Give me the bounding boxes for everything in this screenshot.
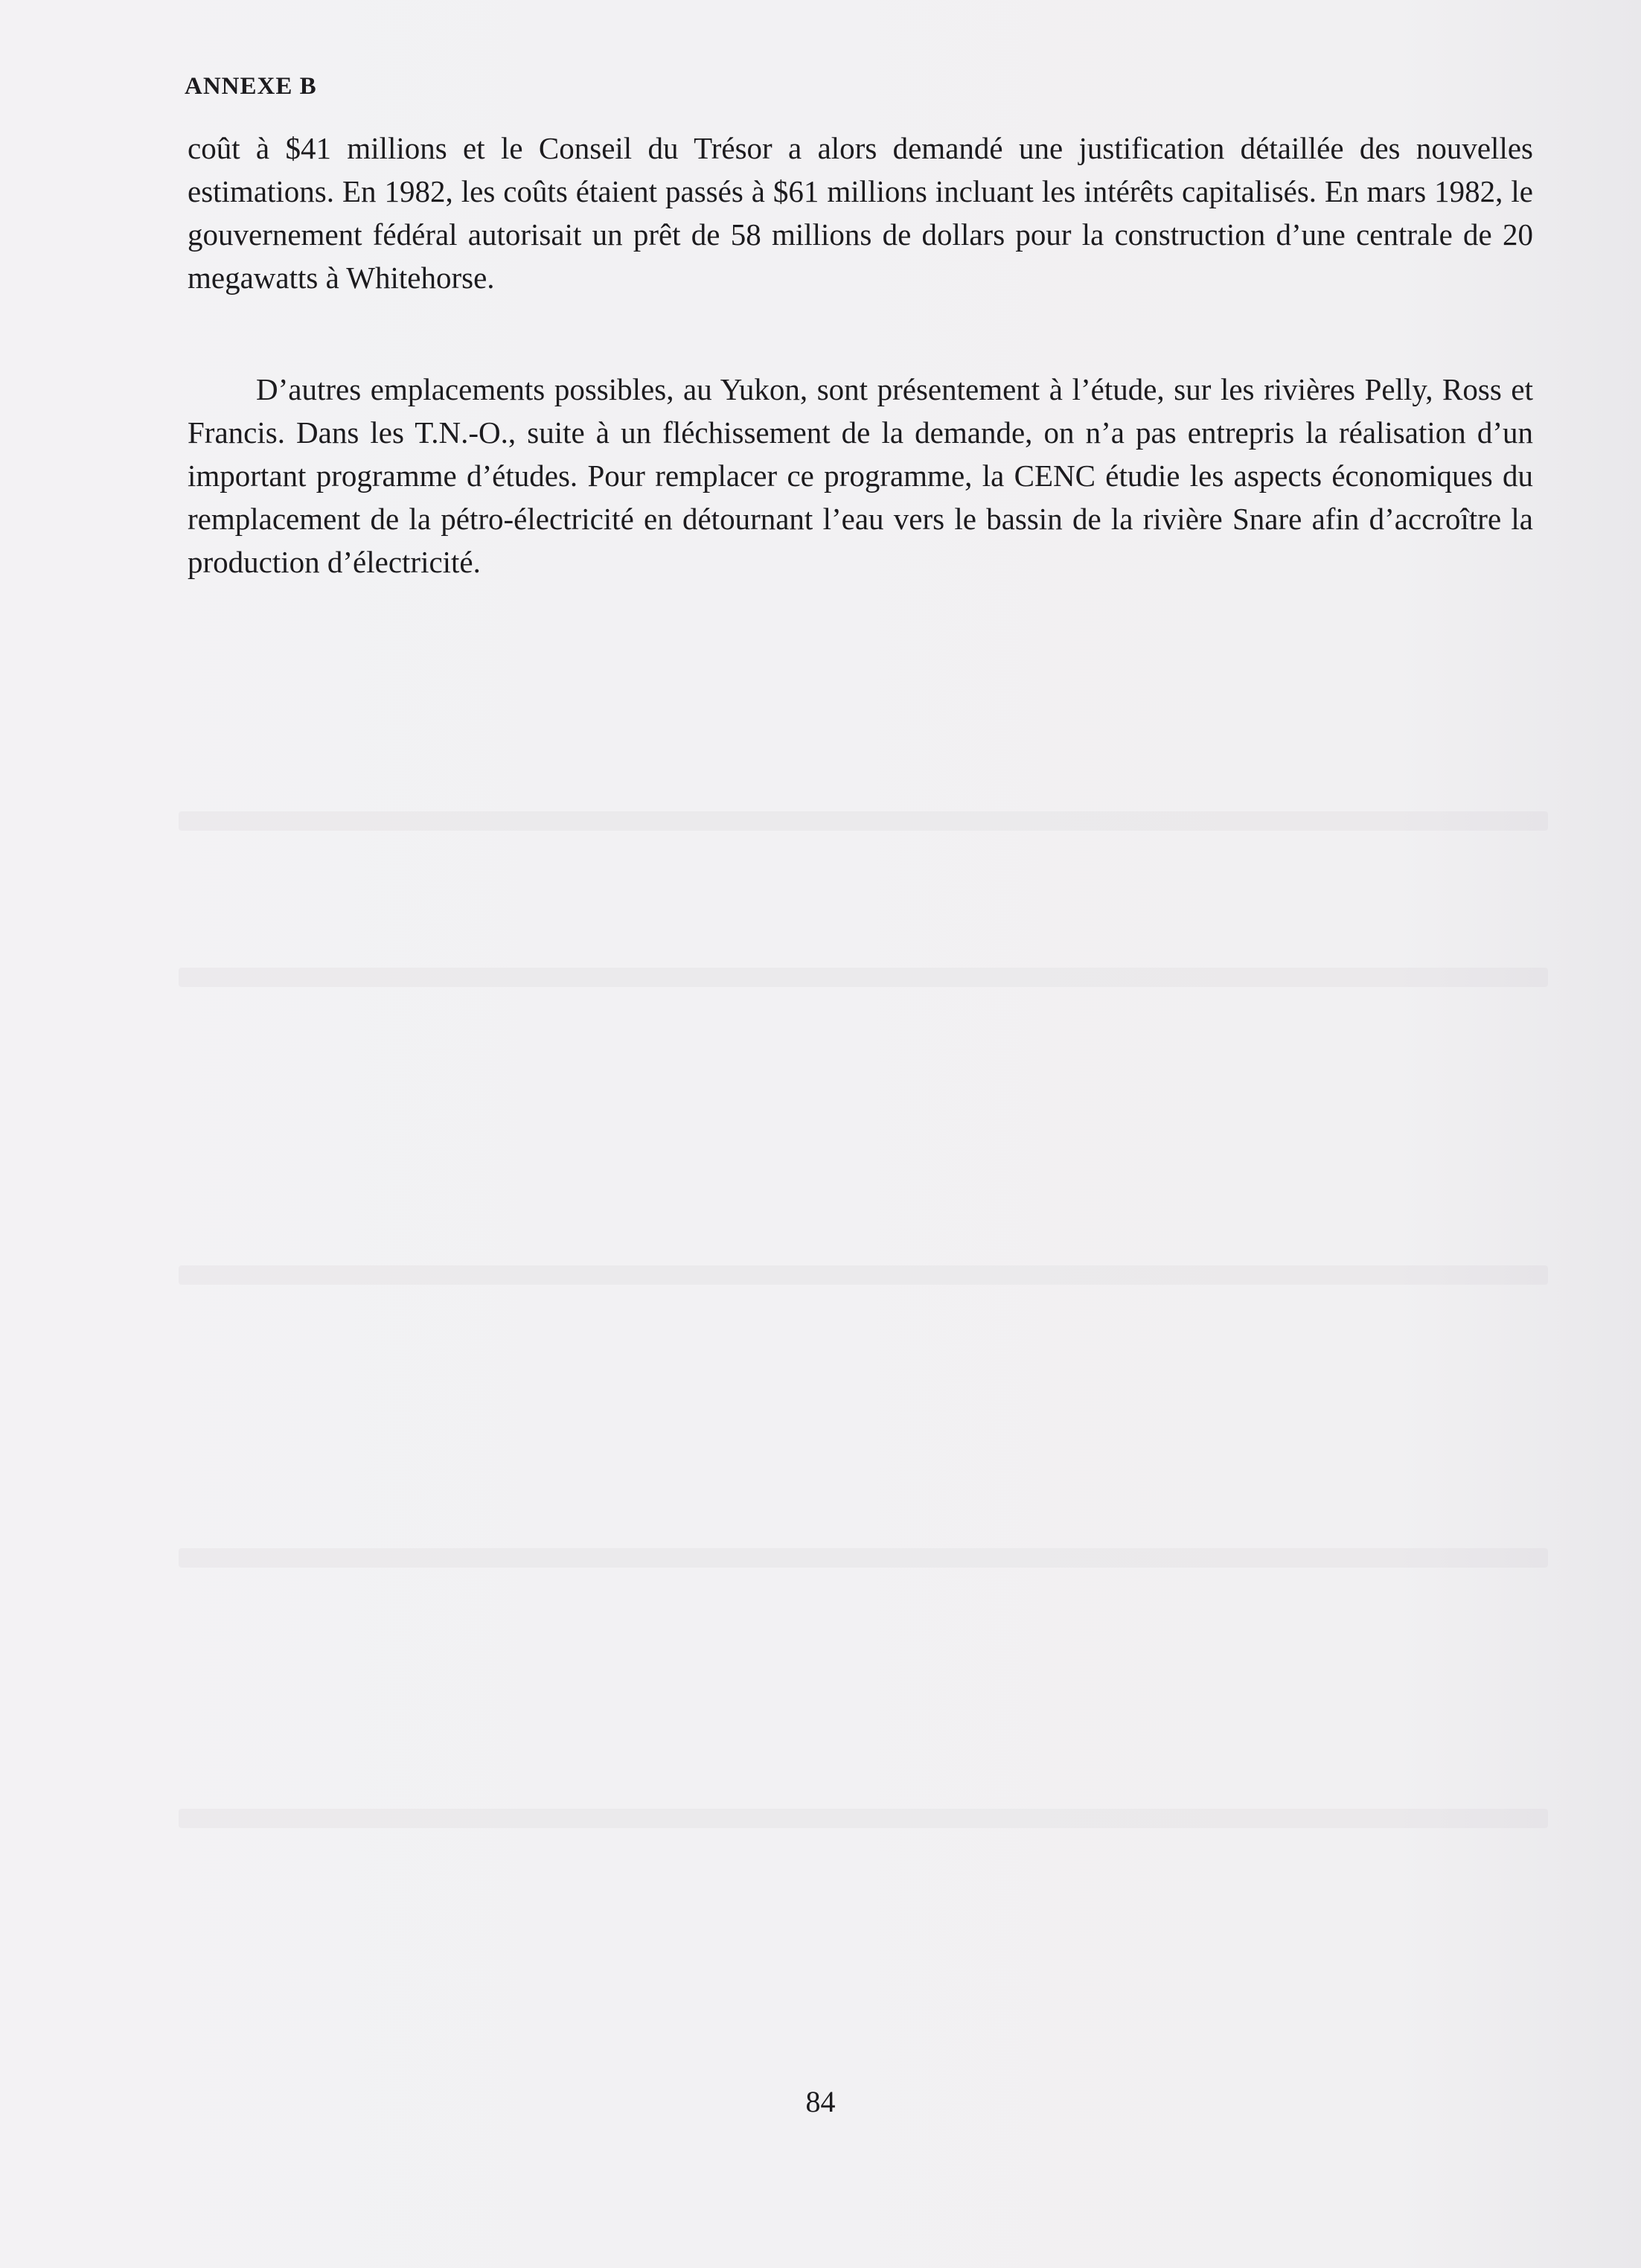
bleed-through-band: [179, 1809, 1548, 1828]
bleed-through-band: [179, 1548, 1548, 1568]
paragraph: coût à $41 millions et le Conseil du Trésor a alors demandé une justification détaillée des nouvelles estimations. En 1982, les coûts étaient passés à $61 millions incluant les intérêts capitalisés. En mars 1982, le gouvernement fédéral autorisait un prêt de 58 millions de dollars pour la construction d’une centrale de 20 megawatts à Whitehorse.: [188, 131, 1533, 295]
page-number: 84: [805, 2085, 836, 2118]
bleed-through-band: [179, 1265, 1548, 1285]
page-header: ANNEXE B: [185, 73, 317, 100]
paragraph: D’autres emplacements possibles, au Yukon, sont présentement à l’étude, sur les rivières Pelly, Ross et Francis. Dans les T.N.-O., suite à un fléchissement de la demande, on n’a pas entrepris la réalisation d’un important programme d’études. Pour remplacer ce programme, la CENC étudie les aspects économiques du remplacement de la pétro-électricité en détournant l’eau vers le bassin de la rivière Snare afin d’accroître la production d’électricité.: [188, 372, 1533, 579]
bleed-through-band: [179, 968, 1548, 987]
bleed-through-band: [179, 811, 1548, 831]
